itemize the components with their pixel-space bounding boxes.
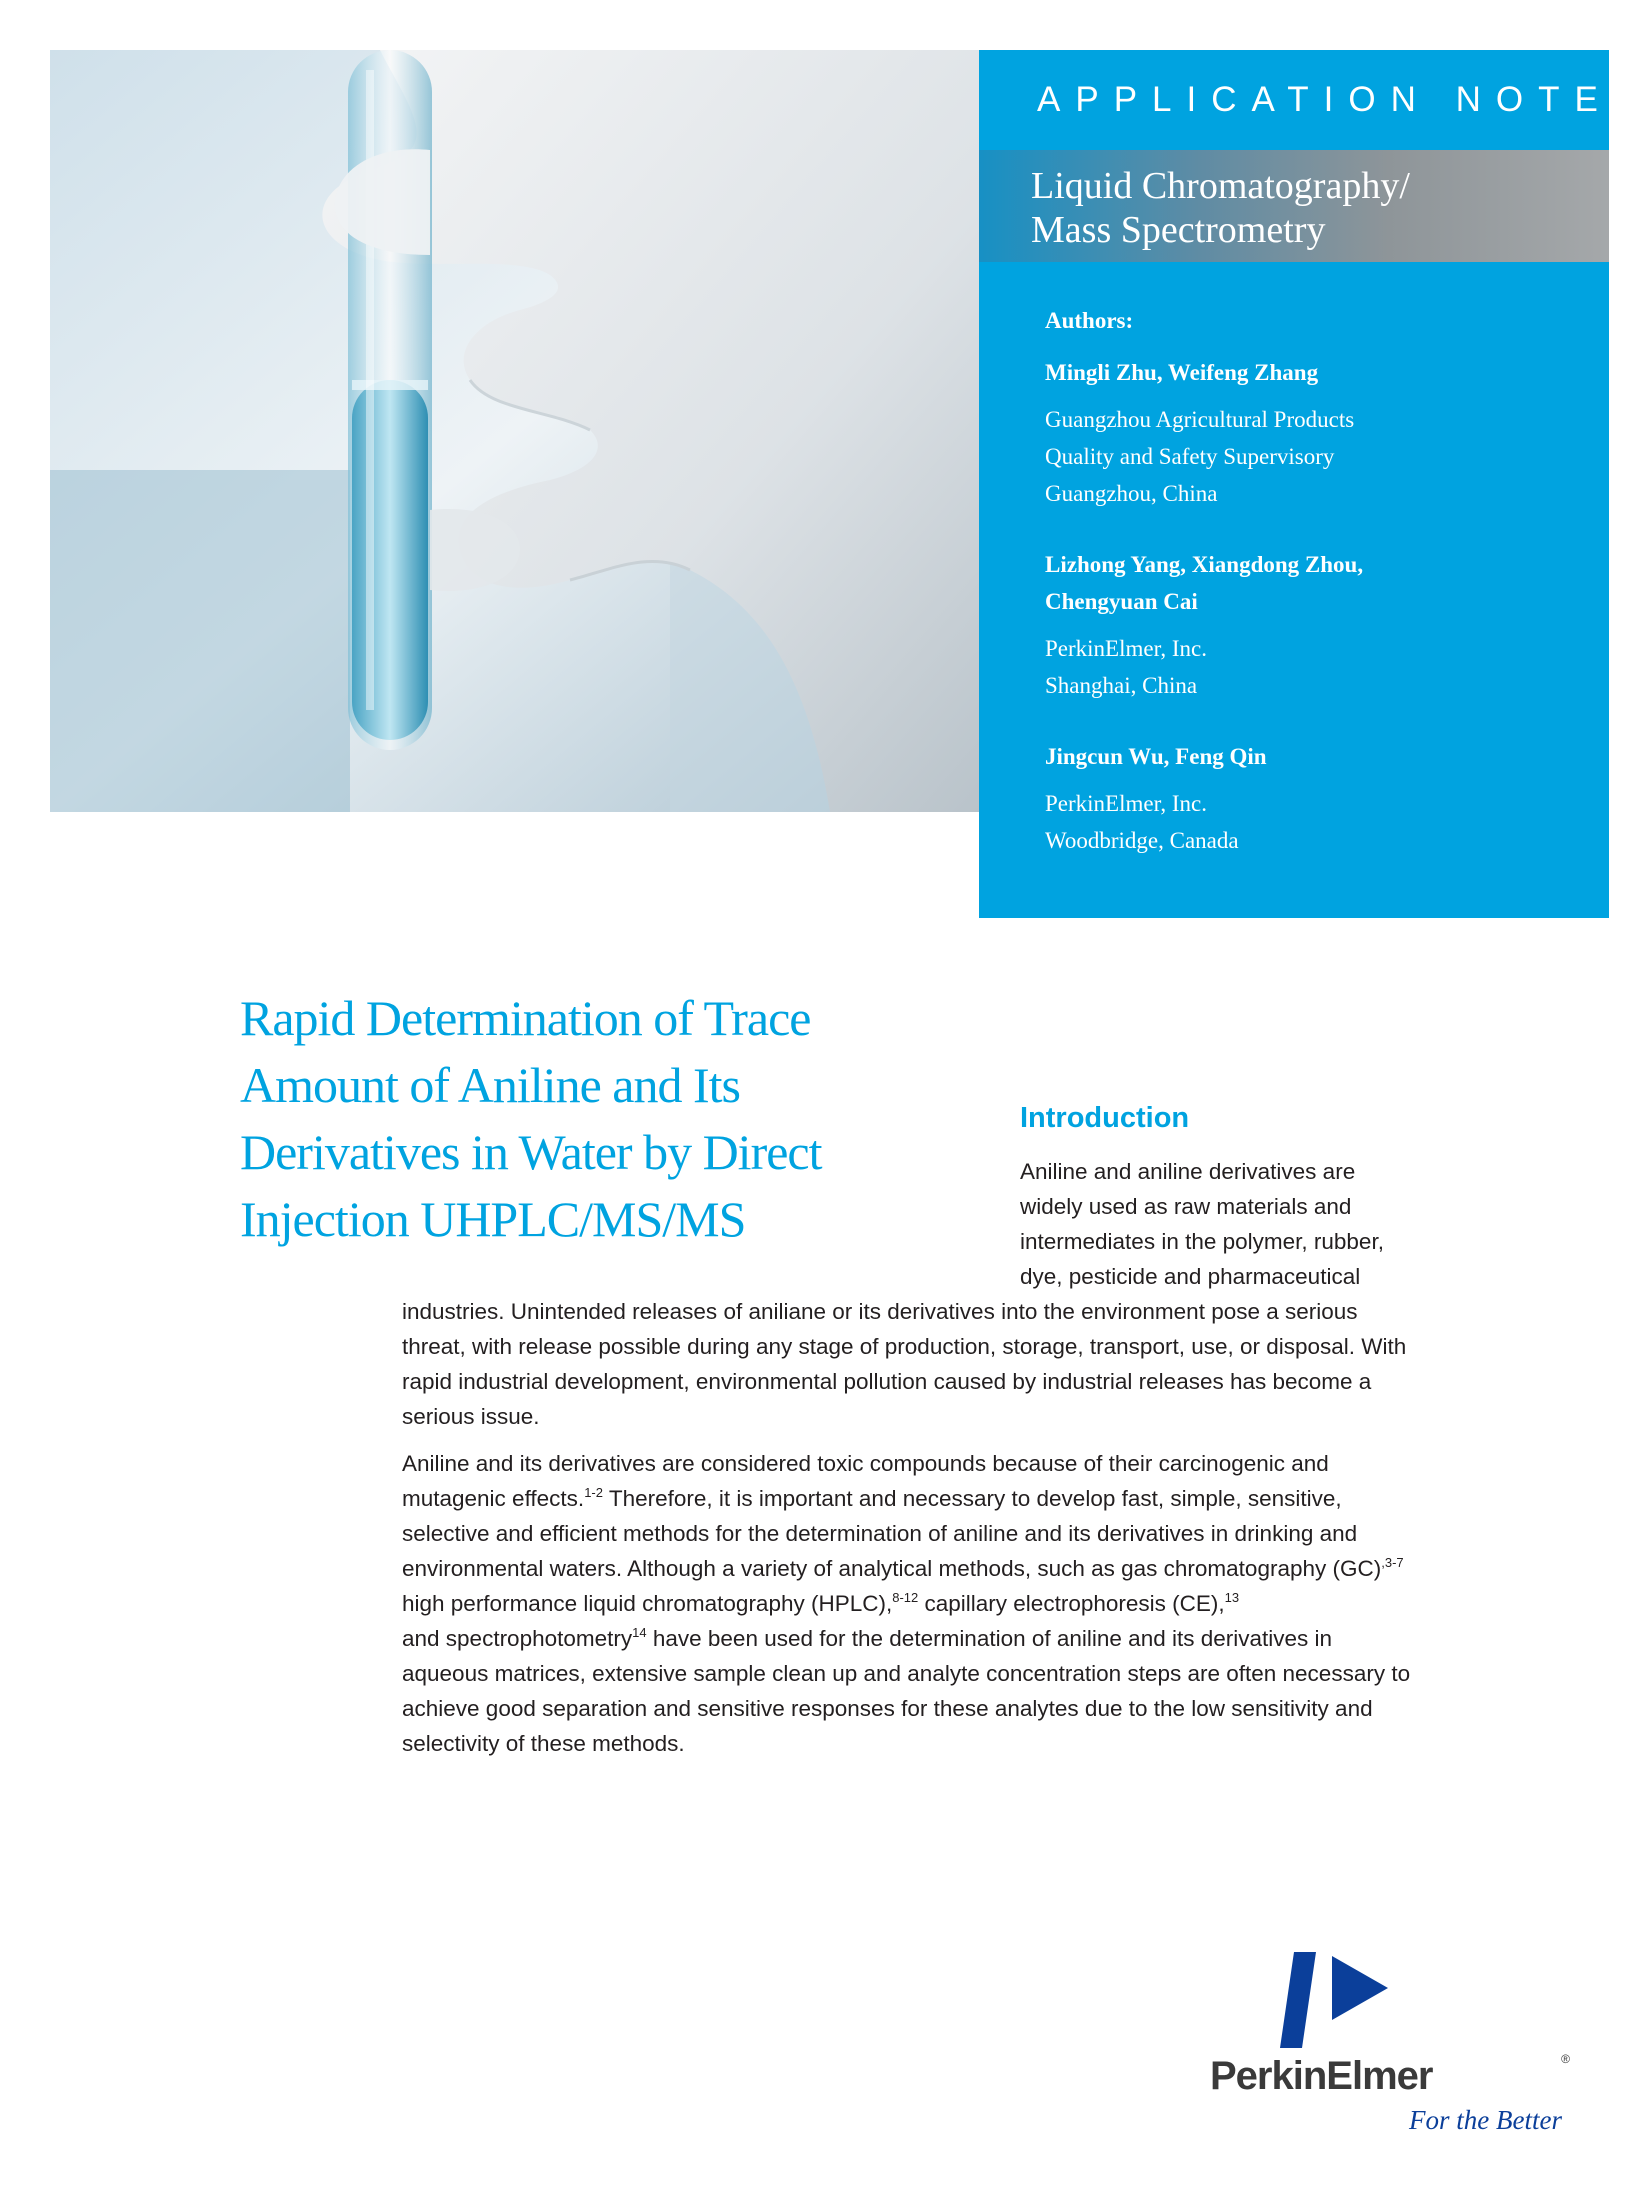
affiliation-line: Woodbridge, Canada	[1045, 828, 1239, 853]
paragraph-text: capillary electrophoresis (CE),	[918, 1591, 1225, 1616]
author-names	[1045, 354, 1585, 391]
author-group-2	[1045, 546, 1585, 704]
author-names-line: Jingcun Wu, Feng Qin	[1045, 744, 1267, 769]
paragraph-text: have been used for the determination of aniline and its derivatives in aqueous matrices, extensive sample clean up and analyte concentration steps are often necessary to achieve good separation and sensitive responses for these analytes due to the low sensitivity and selectivity of these methods.	[402, 1626, 1411, 1756]
logo-tagline: For the Better	[1409, 2105, 1562, 2135]
affiliation-line: Guangzhou Agricultural Products	[1045, 407, 1355, 432]
paragraph-text: Therefore, it is important and necessary to develop fast, simple, sensitive, selective and efficient methods for the determination of aniline and its derivatives in drinking and environmental waters. Although a variety of analytical methods, such as gas chromatography (GC)	[402, 1486, 1382, 1581]
technology-band	[979, 150, 1609, 262]
title-line: Derivatives in Water by Direct	[240, 1124, 822, 1180]
perkinelmer-logo	[1210, 1950, 1570, 2150]
authors-label: Authors:	[1045, 308, 1134, 333]
title-line: Amount of Aniline and Its	[240, 1057, 740, 1113]
author-affiliation	[1045, 785, 1585, 859]
author-names	[1045, 546, 1585, 620]
author-names-line: Chengyuan Cai	[1045, 589, 1198, 614]
author-group-1	[1045, 354, 1585, 512]
document-title	[240, 985, 960, 1253]
header-panel	[979, 50, 1613, 918]
introduction-opening-lines	[1020, 1154, 1445, 1294]
author-names-line: Mingli Zhu, Weifeng Zhang	[1045, 360, 1319, 385]
title-line: Injection UHPLC/MS/MS	[240, 1191, 746, 1247]
paragraph-text: high performance liquid chromatography (HPLC),	[402, 1591, 893, 1616]
registered-mark: ®	[1561, 2052, 1570, 2066]
intro-line: widely used as raw materials and	[1020, 1194, 1352, 1219]
perkinelmer-p-mark-icon	[1276, 1950, 1416, 2050]
intro-line: dye, pesticide and pharmaceutical	[1020, 1264, 1361, 1289]
introduction-heading: Introduction	[1020, 1102, 1190, 1134]
hero-photo-test-tube	[50, 50, 980, 812]
author-names-line: Lizhong Yang, Xiangdong Zhou,	[1045, 552, 1364, 577]
perkinelmer-wordmark: PerkinElmer	[1210, 2054, 1433, 2098]
test-tube-gloved-hand-illustration	[50, 50, 980, 812]
technology-title-line-2: Mass Spectrometry	[1031, 209, 1326, 251]
affiliation-line: PerkinElmer, Inc.	[1045, 791, 1207, 816]
title-line: Rapid Determination of Trace	[240, 990, 811, 1046]
application-note-label: APPLICATION NOTE	[1037, 80, 1613, 119]
affiliation-line: Guangzhou, China	[1045, 481, 1218, 506]
author-affiliation	[1045, 630, 1585, 704]
affiliation-line: Quality and Safety Supervisory	[1045, 444, 1335, 469]
paragraph-text: Aniline and its derivatives are considered toxic compounds because of their carcinogenic and mutagenic effects.	[402, 1451, 1329, 1511]
citation-superscript: 1-2	[584, 1485, 603, 1500]
intro-line: intermediates in the polymer, rubber,	[1020, 1229, 1384, 1254]
author-affiliation	[1045, 401, 1585, 512]
intro-paragraph-1: industries. Unintended releases of aniliane or its derivatives into the environment pose a serious threat, with release possible during any stage of production, storage, transport, use, or disposal. With rapid industrial development, environmental pollution caused by industrial releases has become a serious issue.	[402, 1299, 1407, 1429]
technology-title-line-1: Liquid Chromatography/	[1031, 165, 1410, 207]
citation-superscript: ,3-7	[1381, 1555, 1404, 1570]
authors-block	[1045, 308, 1585, 893]
paragraph-text: and spectrophotometry	[402, 1626, 633, 1651]
intro-line: Aniline and aniline derivatives are	[1020, 1159, 1356, 1184]
affiliation-line: Shanghai, China	[1045, 673, 1198, 698]
citation-superscript: 8-12	[892, 1590, 919, 1605]
intro-paragraph-2	[402, 1446, 1412, 1761]
author-group-3	[1045, 738, 1585, 859]
affiliation-line: PerkinElmer, Inc.	[1045, 636, 1207, 661]
introduction-body	[402, 1294, 1412, 1773]
citation-superscript: 13	[1224, 1590, 1240, 1605]
author-names	[1045, 738, 1585, 775]
citation-superscript: 14	[632, 1625, 647, 1640]
technology-title	[1031, 164, 1591, 252]
